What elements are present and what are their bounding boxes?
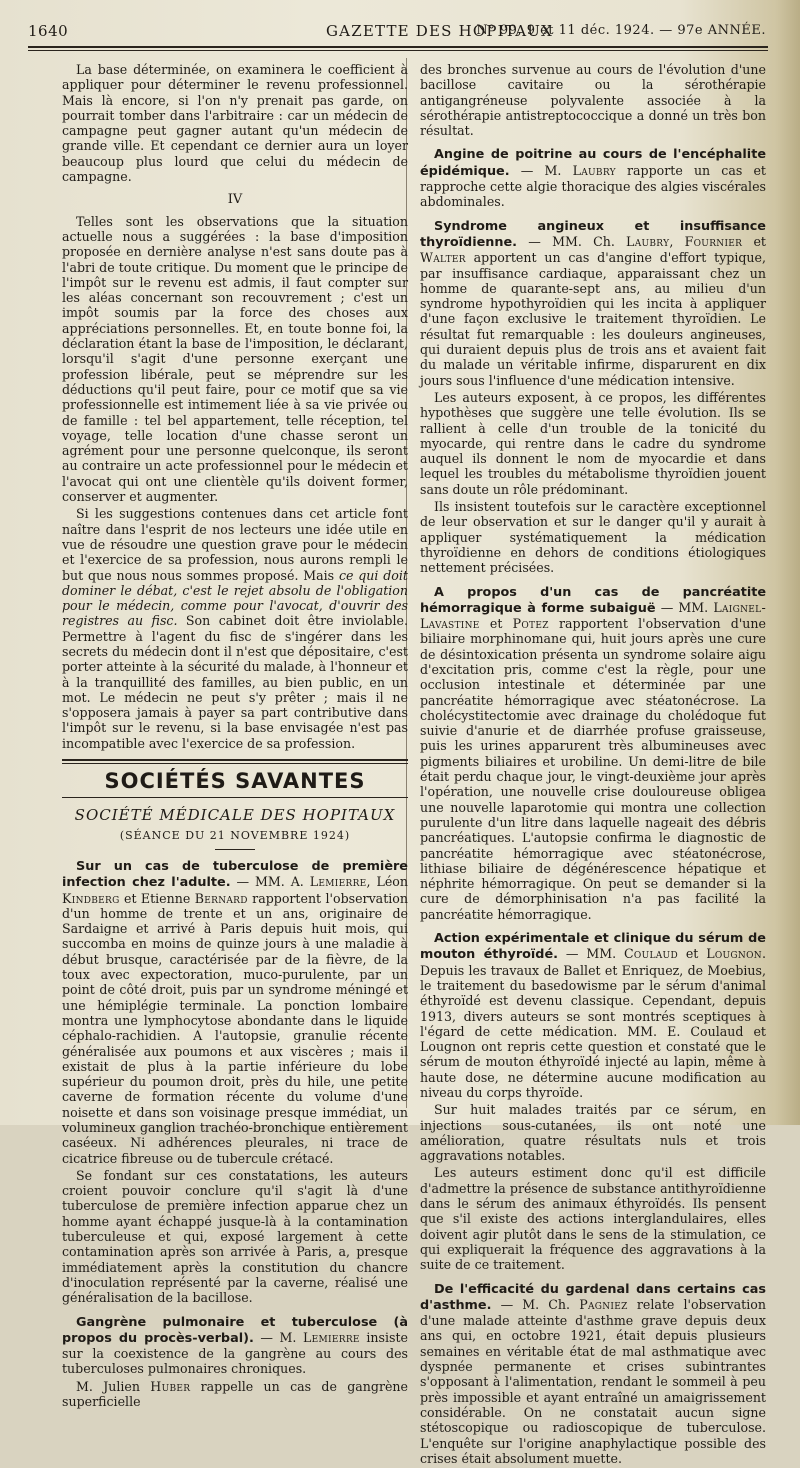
italic-emphasis: ce qui doit dominer le débat, c'est le rejet absolu de l'obligation pour le médecin, comme pour l'avocat, d'ouvrir des registres au fisc. xyxy=(62,567,408,629)
text-run: rapporte un cas et rapproche cette algie thoracique des algies viscérales abdominales. xyxy=(420,162,766,210)
text-run: et xyxy=(685,946,699,962)
text-run: — MM. xyxy=(660,599,709,615)
author-name: Lemierre xyxy=(303,1329,360,1345)
author-name: Coulaud xyxy=(623,946,678,962)
author-name: Kindberg xyxy=(62,890,120,906)
society-name: SOCIÉTÉ MÉDICALE DES HOPITAUX xyxy=(74,806,396,825)
article-title: Sur un cas de tuberculose de première infection chez l'adulte. xyxy=(62,858,408,891)
author-name: Huber xyxy=(150,1378,191,1394)
text-run: Son cabinet doit être inviolable. Permettre à l'agent du fisc de s'ingérer dans les secrets du médecin dont il n'est que dépositaire, c'est porter atteinte à la sécurité du malade, à l'honneur et à la tranquillité des familles, au bien public, en un mot. Le médecin ne peut s'y prêter ; mais il ne s'opposera jamais à payer sa part contributive dans l'impôt sur le revenu, si la base envisagée n'est pas incompatible avec l'exercice de sa profession. xyxy=(62,613,408,751)
paragraph: Ils insistent toutefois sur le caractère exceptionnel de leur observation et sur le danger qu'il y aurait à appliquer systématiquement la médication thyroïdienne en dehors de conditions étiologiques nettement précisées. xyxy=(420,499,766,576)
page-header xyxy=(28,22,780,44)
paragraph: des bronches survenue au cours de l'évolution d'une bacillose cavitaire ou la sérothérapie antigangréneuse polyvalente associée à la sérothérapie antistreptococcique a donné un très bon résultat. xyxy=(420,62,766,139)
header-rule xyxy=(28,46,768,48)
article-gardenal xyxy=(420,1281,766,1467)
right-column xyxy=(420,62,766,1468)
text-run: Si les suggestions contenues dans cet article font naître dans l'esprit de nos lecteurs une idée utile en vue de résoudre une question grave pour le médecin et l'exercice de sa profession, nous aurons rempli le but que nous nous sommes proposé. Mais xyxy=(62,506,408,583)
article-serum-mouton xyxy=(420,930,766,1100)
text-run: rapportent l'observation d'une biliaire morphinomane qui, huit jours après une cure de désintoxication présenta un syndrome solaire aigu d'excitation pris, comme c'est la règle, pour une occlusion intestinale et déterminée par une pancréatite hémorragique avec stéatonécrose. La cholécystitectomie avec drainage du cholédoque fut suivie d'anurie et de diarrhée profuse graisseuse, puis les urines apparurent très albumineuses avec pigments biliaires et urobiline. Un demi-litre de bile était perdu chaque jour, le vingt-deuxième jour après l'opération, une nouvelle crise douloureuse obligea une nouvelle laparotomie qui montra une collection purulente d'un litre dans laquelle nageait des débris pancréatiques. L'autopsie confirma le diagnostic de pancréatite hémorragique avec stéatonécrose, lithiase biliaire de dégénérescence hépatique et néphrite hémorragique. On peut se demander si la cure de démorphinisation n'a pas facilité la pancréatite hémorragique. xyxy=(420,616,766,922)
text-run: — MM. Ch. xyxy=(528,233,615,249)
article-tuberculose xyxy=(62,858,408,1166)
section-numeral: IV xyxy=(227,192,243,208)
author-name: Potez xyxy=(512,616,549,632)
paragraph: Les auteurs exposent, à ce propos, les différentes hypothèses que suggère une telle évolution. Ils se rallient à celle d'un trouble de la tonicité du myocarde, qui rentre dans le cadre du syndrome auquel ils donnent le nom de myocardie et dans lequel les troubles du métabolisme thyroïdien jouent sans doute un rôle prédominant. xyxy=(420,389,766,497)
text-run: et Etienne xyxy=(124,890,191,906)
paragraph: La base déterminée, on examinera le coefficient à appliquer pour déterminer le revenu professionnel. Mais là encore, si l'on n'y prenait pas garde, on pourrait tomber dans l'arbitraire : car un médecin de campagne peut gagner autant qu'un médecin de grande ville. Et cependant ce dernier aura un loyer beaucoup plus lourd que celui du médecin de campagne. xyxy=(62,62,408,185)
text-run: , Léon xyxy=(366,874,408,890)
article-title: De l'efficacité du gardenal dans certains cas d'asthme. xyxy=(420,1281,766,1313)
article-title: Syndrome angineux et insuffisance thyroïdienne. xyxy=(420,218,766,250)
paragraph: Les auteurs estiment donc qu'il est difficile d'admettre la présence de substance antithyroïdienne dans le sérum des animaux éthyroïdés. Ils pensent que s'il existe des actions interglandulaires, elles doivent agir plutôt dans le sens de la stimulation, ce qui expliquerait la fréquence des aggravations à la suite de ce traitement. xyxy=(420,1165,766,1273)
section-divider xyxy=(62,759,408,764)
author-name: Walter xyxy=(420,250,466,266)
header-rule-thin xyxy=(28,50,768,51)
article-gangrene xyxy=(62,1314,408,1377)
article-title: Gangrène pulmonaire et tuberculose (à propos du procès-verbal). xyxy=(62,1314,408,1346)
text-run: — MM. A. xyxy=(236,874,304,890)
text-run: — MM. xyxy=(565,946,617,962)
text-run: M. Julien xyxy=(76,1378,140,1394)
text-run: et xyxy=(489,616,503,632)
paragraph: Telles sont les observations que la situation actuelle nous a suggérées : la base d'imposition proposée en dernière analyse n'est sans doute pas à l'abri de toute critique. Du moment que le principe de l'impôt sur le revenu est admis, il faut compter sur les aléas concernant son recouvrement ; c'est un impôt soumis par la force des choses aux appréciations personnelles. Et, en toute bonne foi, la déclaration étant la base de l'imposition, le déclarant, lorsqu'il s'agit d'une personne exerçant une profession libérale, peut se méprendre sur les déductions qu'il peut faire, pour ce motif que sa vie professionnelle est intimement liée à sa vie privée ou de famille : tel bel appartement, telle réception, tel voyage, telle location d'une chasse seront un agrément pour une personne quelconque, ils seront au contraire un acte professionnel pour le médecin et l'avocat qui ont une clientèle qu'ils doivent former, conserver et augmenter. xyxy=(62,213,408,505)
article-angine xyxy=(420,146,766,209)
author-name: Laignel-Lavastine xyxy=(420,599,767,632)
author-name: Fournier xyxy=(684,233,743,249)
article-syndrome-angineux xyxy=(420,218,766,388)
author-name: Bernard xyxy=(194,890,248,906)
short-divider xyxy=(215,849,255,850)
session-date: (SÉANCE DU 21 NOVEMBRE 1924) xyxy=(119,828,351,842)
text-run: relate l'observation d'une malade atteinte d'asthme grave depuis deux ans qui, en octobre 1921, était depuis plusieurs semaines en véritable état de mal asthmatique avec dyspnée permanente et crises subintrantes s'opposant à l'alimentation, rendant le sommeil à peu près impossible et ayant entraîné un amaigrissement considérable. On ne constatait aucun signe stétoscopique ou radioscopique de tuberculose. L'enquête sur l'origine anaphylactique possible des crises était absolument muette. xyxy=(420,1296,766,1466)
text-run: apportent un cas d'angine d'effort typique, par insuffisance cardiaque, apparaissant chez un homme de quarante-sept ans, au milieu d'un syndrome hypothyroïdien qui les incita à appliquer d'une façon exclusive le traitement thyroïdien. Le résultat fut remarquable : les douleurs angineuses, qui duraient depuis plus de trois ans et avaient fait du malade un véritable infirme, disparurent en dix jours sous l'influence d'une médication intensive. xyxy=(420,250,766,388)
text-run: — M. xyxy=(520,162,562,178)
article-pancreatite xyxy=(420,584,766,923)
text-run: , xyxy=(669,233,674,249)
article-title: Angine de poitrine au cours de l'encéphalite épidémique. xyxy=(420,147,766,179)
text-run: rapportent l'observation d'un homme de trente et un ans, originaire de Sardaigne et arrivé à Paris depuis huit mois, qui succomba en moins de quinze jours à une maladie à début brusque, caractérisée par de la fièvre, de la toux avec expectoration, muco-purulente, par un point de côté droit, puis par un syndrome méningé et une hémiplégie terminale. La ponction lombaire montra une lymphocytose abondante dans le liquide céphalo-rachidien. A l'autopsie, granulie récente généralisée aux poumons et aux viscères ; mais il existait de plus à la partie inférieure du lobe supérieur du poumon droit, près du hile, une petite caverne de formation récente du volume d'une noisette et dans son voisinage presque immédiat, un volumineux ganglion trachéo-bronchique entièrement caséeux. Ni adhérences pleurales, ni trace de cicatrice fibreuse ou de tubercule crétacé. xyxy=(62,890,408,1166)
issue-info: N° 99, 9 et 11 déc. 1924. — 97e ANNÉE. xyxy=(476,23,766,38)
section-heading: SOCIÉTÉS SAVANTES xyxy=(104,769,366,794)
paragraph: Sur huit malades traités par ce sérum, en injections sous-cutanées, ils ont noté une amélioration, quatre résultats nuls et trois aggravations notables. xyxy=(420,1102,766,1164)
text-run: insiste sur la coexistence de la gangrène au cours des tuberculoses pulmonaires chroniques. xyxy=(62,1329,408,1377)
author-name: Laubry xyxy=(572,162,616,178)
paragraph: Se fondant sur ces constatations, les auteurs croient pouvoir conclure qu'il s'agit là d'une tuberculose de première infection apparue chez un homme ayant échappé jusque-là à la contamination tuberculeuse et qui, exposé largement à cette contamination après son arrivée à Paris, a, presque immédiatement après la constitution du chancre d'inoculation représenté par la caverne, réalisé une généralisation de la bacillose. xyxy=(62,1167,408,1306)
text-run: — M. xyxy=(260,1329,297,1345)
paragraph xyxy=(62,506,408,751)
text-run: et xyxy=(753,233,766,249)
text-run: rappelle un cas de gangrène superficielle xyxy=(62,1378,408,1410)
section-divider-thin xyxy=(62,797,408,798)
left-column xyxy=(62,62,408,1411)
text-run: — M. Ch. xyxy=(500,1296,571,1312)
article-title: Action expérimentale et clinique du sérum de mouton éthyroïdé. xyxy=(420,931,766,963)
author-name: Laubry xyxy=(626,233,670,249)
paragraph xyxy=(62,1379,408,1410)
text-run: . Depuis les travaux de Ballet et Enriquez, de Moebius, le traitement du basedowisme par le sérum d'animal éthyroïdé est devenu classique. Cependant, depuis 1913, divers auteurs se sont montrés sceptiques à l'égard de cette médication. MM. E. Coulaud et Lougnon ont repris cette question et constaté que le sérum de mouton éthyroïdé injecté au lapin, même à haute dose, ne détermine aucune modification au niveau du corps thyroïde. xyxy=(420,946,766,1100)
page-number: 1640 xyxy=(28,22,69,40)
author-name: Lougnon xyxy=(706,946,762,962)
article-title: A propos d'un cas de pancréatite hémorragique à forme subaiguë xyxy=(420,584,766,616)
author-name: Pagniez xyxy=(579,1296,628,1312)
author-name: Lemierre xyxy=(309,874,367,890)
publication-title: GAZETTE DES HOPITAUX xyxy=(326,22,553,40)
